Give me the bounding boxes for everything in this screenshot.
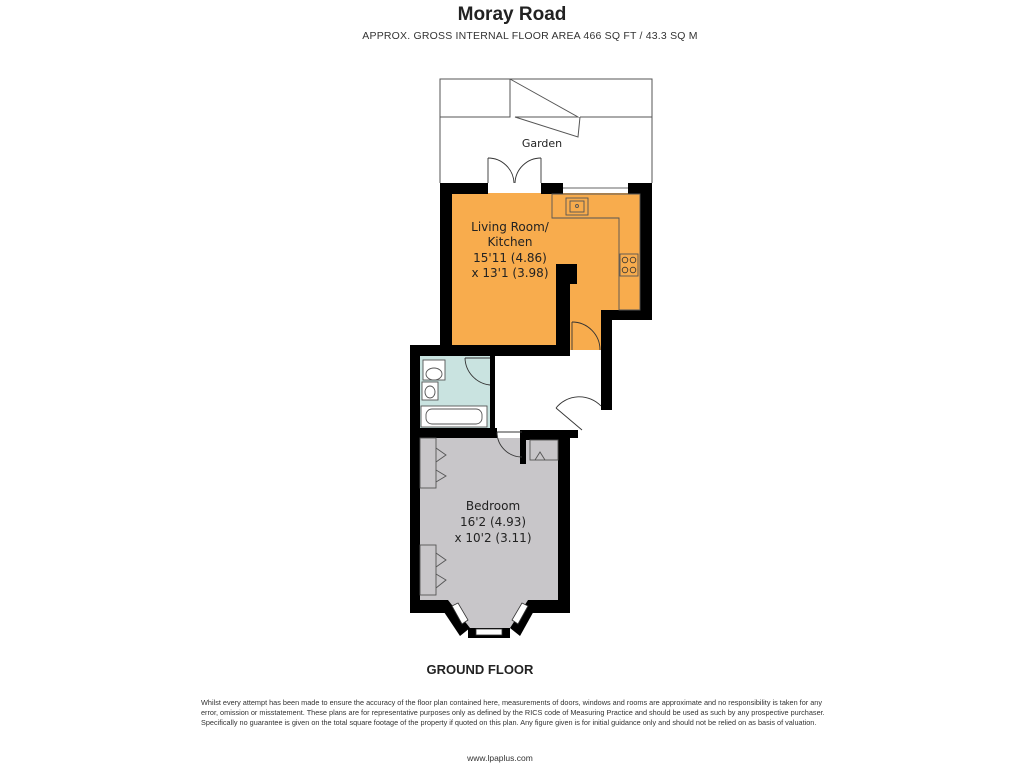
garden-label: Garden	[521, 137, 563, 150]
living-room-name-1: Living Room/	[471, 220, 549, 234]
hallway-floor	[495, 358, 601, 430]
bedroom-dim-1: 16'2 (4.93)	[459, 515, 527, 529]
bedroom-dim-2: x 10'2 (3.11)	[454, 531, 532, 545]
plan-title: Moray Road	[457, 4, 567, 25]
disclaimer-text: Whilst every attempt has been made to ensure the accuracy of the floor plan contained here, measurements of doors, windows and rooms are approximate and no responsibility is taken for any error, omission or misstatement. These plans are for representative purposes only as defined by the RICS code of Measuring Practice and should be used as such by any prospective purchaser. Specifically no guarantee is given on the total square footage of the property if quoted on this plan. Any figure given is for initial guidance only and should not be relied on as basis of valuation.	[201, 698, 825, 727]
website-link[interactable]: www.lpaplus.com	[467, 753, 533, 763]
living-room-dim-2: x 13'1 (3.98)	[471, 266, 549, 280]
bedroom-name: Bedroom	[465, 499, 521, 513]
floor-area-subtitle: APPROX. GROSS INTERNAL FLOOR AREA 466 SQ FT / 43.3 SQ M	[362, 30, 698, 42]
living-room-name-2: Kitchen	[487, 235, 533, 249]
garden-doors	[488, 158, 541, 183]
bedroom-label	[454, 499, 531, 545]
garden-area	[440, 79, 652, 183]
living-room-dim-1: 15'11 (4.86)	[473, 251, 547, 265]
floor-label: GROUND FLOOR	[426, 662, 534, 677]
